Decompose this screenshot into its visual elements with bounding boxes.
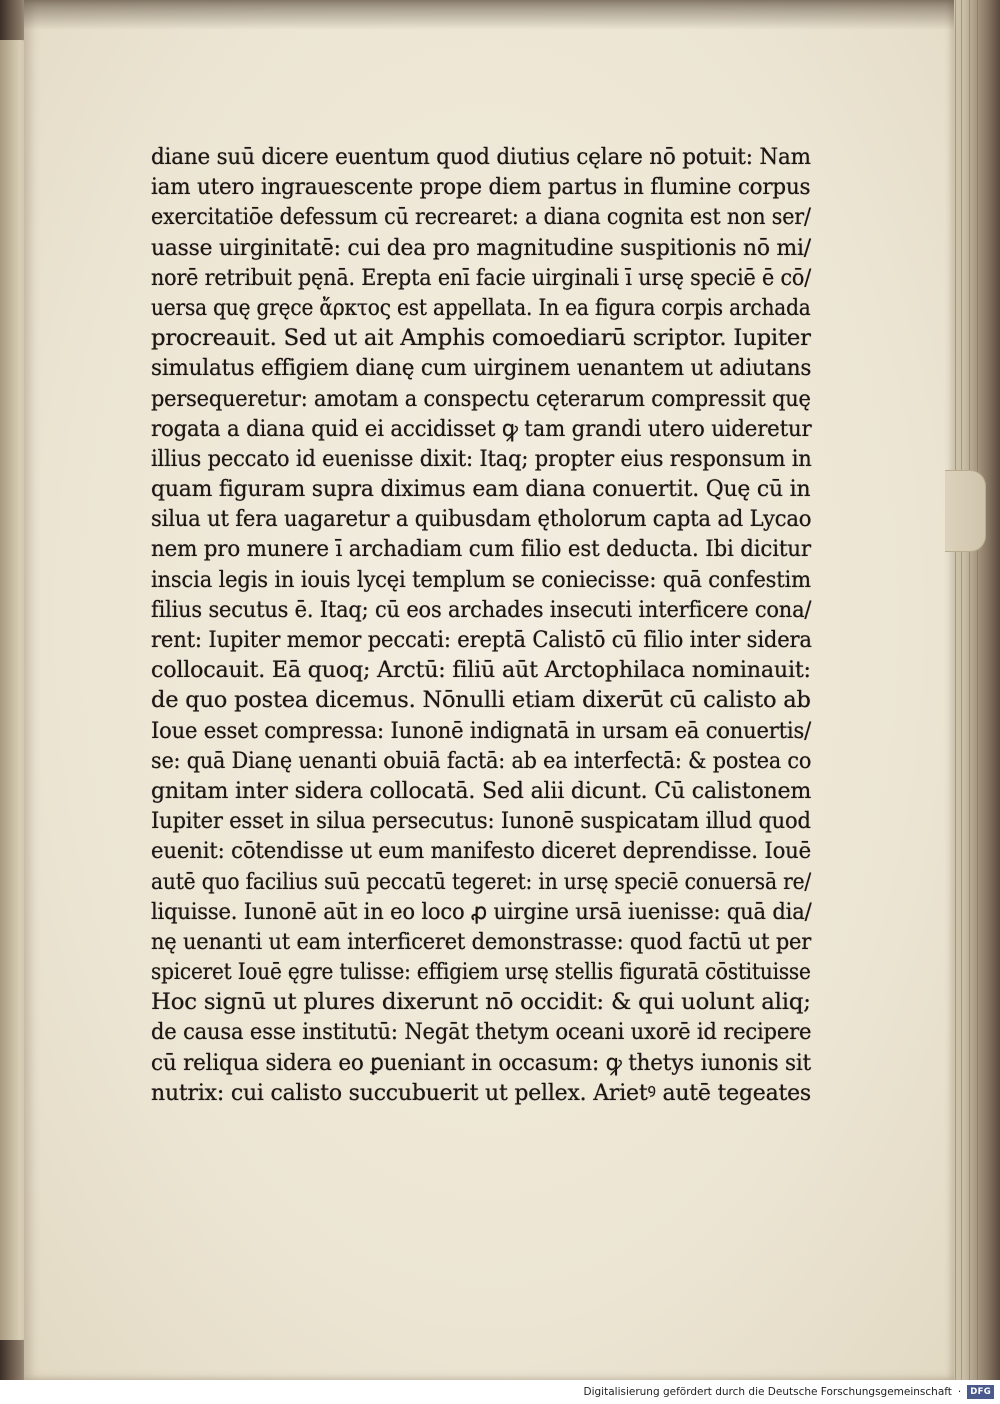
text-line: liquisse. Iunonē aūt in eo loco ꝓ uirgine ursā iuenisse: quā dia/ [151, 898, 812, 925]
text-line: nem pro munere ī archadiam cum filio est deducta. Ibi dicitur [151, 536, 811, 563]
page-tab-marker [945, 470, 986, 552]
text-line: norē retribuit pęnā. Erepta enī facie uirginali ī ursę speciē ē cō/ [151, 264, 812, 291]
text-line: quam figuram supra diximus eam diana conuertit. Quę cū in [151, 476, 811, 503]
text-line: nutrix: cui calisto succubuerit ut pellex. Arietꝰ autē tegeates [151, 1079, 812, 1106]
text-line: spiceret Iouē ęgre tulisse: effigiem ursę stellis figuratā cōstituisse [151, 959, 811, 986]
text-line: persequeretur: amotam a conspectu cęterarum compressit quę [151, 385, 811, 412]
page-edge-line [961, 0, 962, 1404]
text-line: de quo postea dicemus. Nōnulli etiam dixerūt cū calisto ab [151, 687, 811, 714]
text-line: rent: Iupiter memor peccati: ereptā Calistō cū filio inter sidera [151, 627, 812, 653]
text-line: nę uenanti ut eam interficeret demonstrasse: quod factū ut per [151, 928, 812, 955]
text-line: collocauit. Eā quoq; Arctū: filiū aūt Arctophilaca nominauit: [151, 657, 811, 684]
text-line: uasse uirginitatē: cui dea pro magnitudine suspitionis nō mi/ [151, 234, 811, 261]
text-line: de causa esse institutū: Negāt thetym oceani uxorē id recipere [151, 1019, 812, 1046]
text-line: filius secutus ē. Itaq; cū eos archades insecuti interficere cona/ [151, 596, 812, 623]
page-edge-line [977, 0, 978, 1404]
text-line: cū reliqua sidera eo ꝑueniant in occasum: ꝙ thetys iunonis sit [151, 1049, 811, 1076]
page-edge-line [955, 0, 956, 1404]
incunable-text-block [151, 142, 811, 1108]
text-line: Hoc signū ut plures dixerunt nō occidit: & qui uolunt aliq; [151, 989, 811, 1016]
text-line: inscia legis in iouis lycęi templum se coniecisse: quā confestim [151, 566, 811, 593]
text-line: euenit: cōtendisse ut eum manifesto diceret deprendisse. Iouē [151, 838, 812, 865]
text-line: procreauit. Sed ut ait Amphis comoediarū scriptor. Iupiter [151, 325, 811, 352]
digitization-footer [0, 1380, 1000, 1404]
text-line: se: quā Dianę uenanti obuiā factā: ab ea interfectā: & postea co [151, 747, 812, 774]
text-line: illius peccato id euenisse dixit: Itaq; propter eius responsum in [151, 445, 812, 472]
text-line: exercitatiōe defessum cū recrearet: a diana cognita est non ser/ [151, 204, 811, 231]
funding-credit: Digitalisierung gefördert durch die Deutsche Forschungsgemeinschaft [583, 1386, 952, 1398]
text-line: silua ut fera uagaretur a quibusdam ętholorum capta ad Lycao [151, 506, 812, 533]
text-line: rogata a diana quid ei accidisset ꝙ tam grandi utero uideretur [151, 415, 812, 442]
text-line: diane suū dicere euentum quod diutius cęlare nō potuit: Nam [151, 144, 811, 170]
dfg-logo-icon: DFG [967, 1385, 994, 1399]
text-line: autē quo facilius suū peccatū tegeret: in ursę speciē conuersā re/ [151, 868, 812, 895]
text-line: gnitam inter sidera collocatā. Sed alii dicunt. Cū calistonem [151, 777, 812, 804]
text-line: uersa quę gręce ἄρκτος est appellata. In ea figura corpis archada [151, 294, 811, 321]
text-line: Ioue esset compressa: Iunonē indignatā in ursam eā conuertis/ [151, 717, 811, 744]
text-line: simulatus effigiem dianę cum uirginem uenantem ut adiutans [151, 355, 812, 382]
footer-separator: · [957, 1386, 962, 1398]
text-line: iam utero ingrauescente prope diem partus in flumine corpus [151, 174, 811, 201]
page-top-shadow [24, 0, 954, 30]
text-line: Iupiter esset in silua persecutus: Iunonē suspicatam illud quod [151, 808, 811, 835]
page-edge-line [969, 0, 970, 1404]
